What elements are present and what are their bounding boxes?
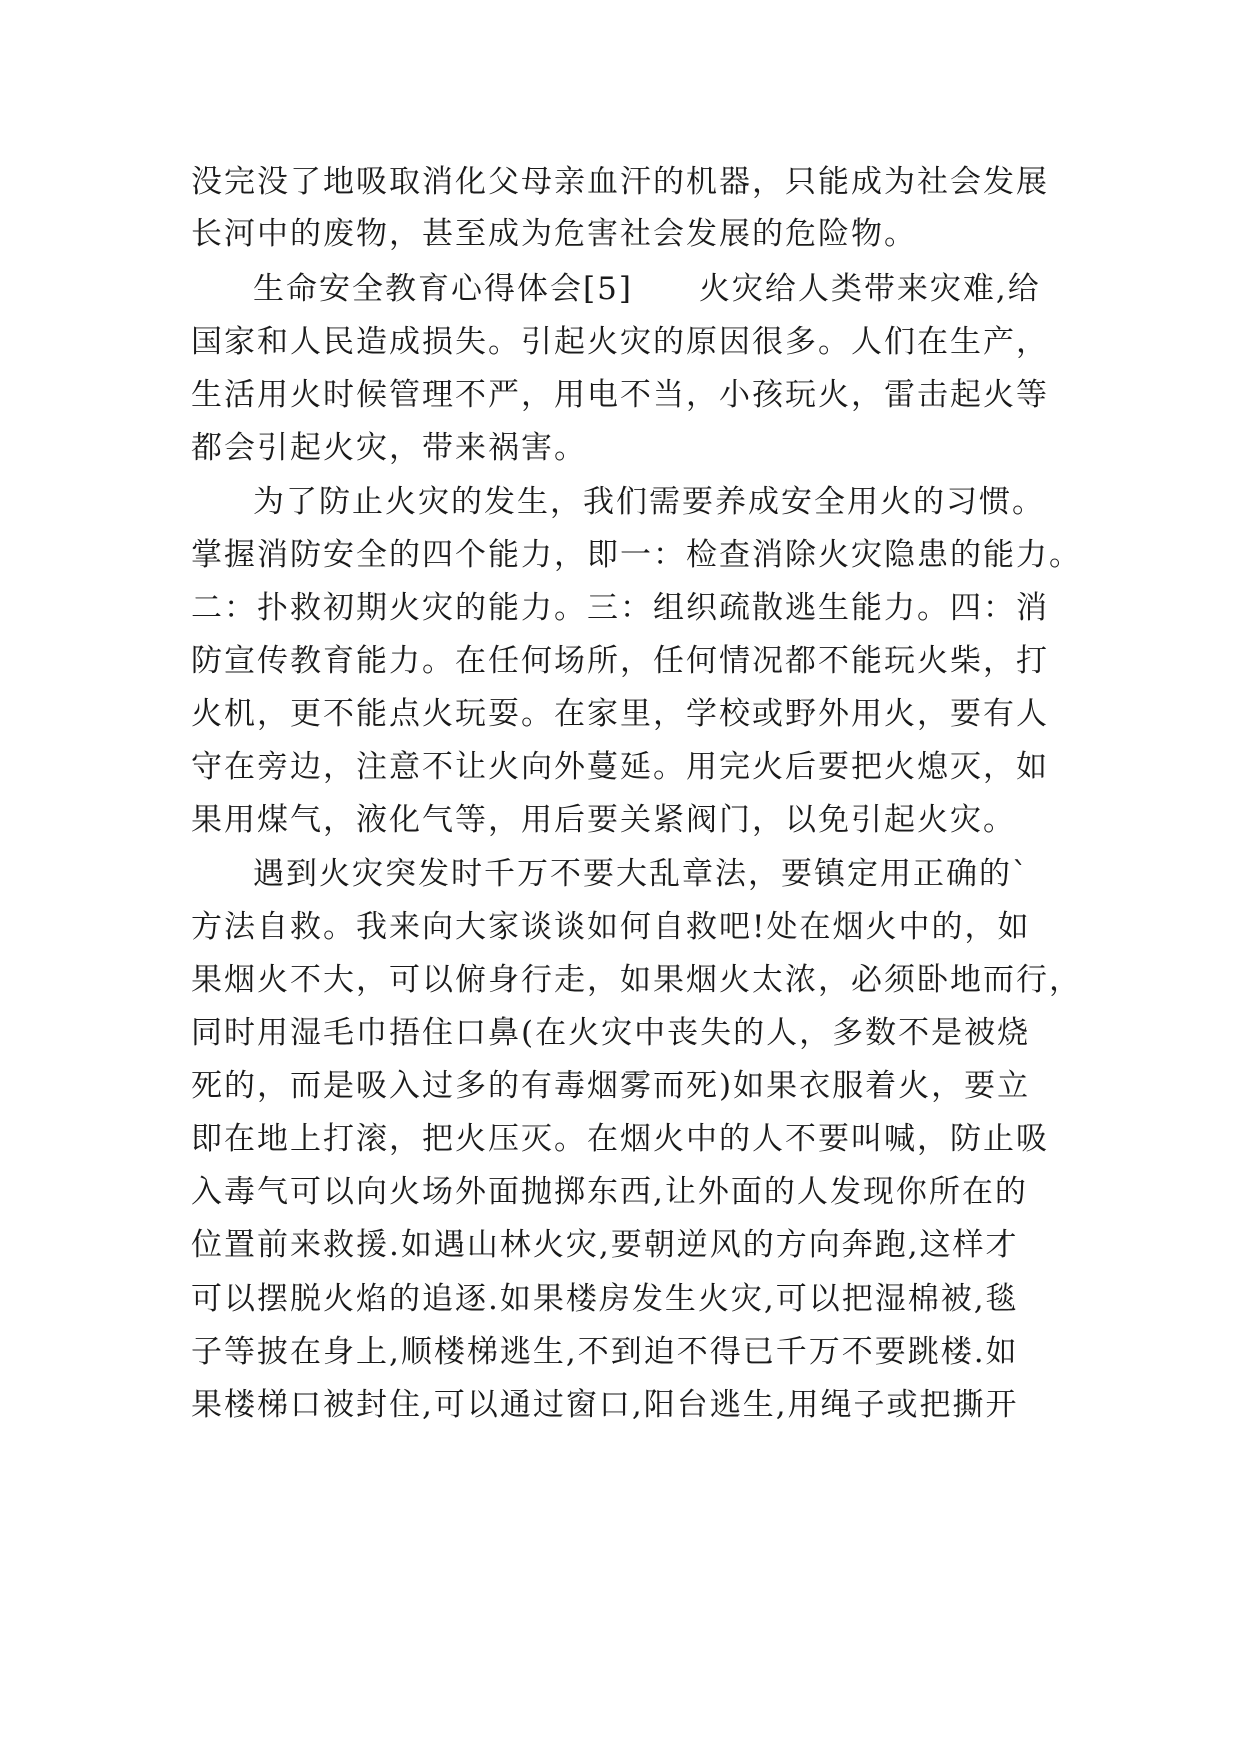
text-line: 同时用湿毛巾捂住口鼻(在火灾中丧失的人，多数不是被烧 (191, 1015, 1031, 1051)
text-line: 死的，而是吸入过多的有毒烟雾而死)如果衣服着火，要立 (191, 1068, 1031, 1104)
text-line: 守在旁边，注意不让火向外蔓延。用完火后要把火熄灭，如 (191, 749, 1049, 785)
text-line: 生活用火时候管理不严，用电不当，小孩玩火，雷击起火等 (191, 377, 1049, 413)
text-line: 子等披在身上,顺楼梯逃生,不到迫不得已千万不要跳楼.如 (191, 1334, 1019, 1370)
paragraph-start-line: 遇到火灾突发时千万不要大乱章法，要镇定用正确的` (253, 856, 1030, 892)
text-line: 果用煤气，液化气等，用后要关紧阀门，以免引起火灾。 (191, 802, 1016, 838)
text-line: 位置前来救援.如遇山林火灾,要朝逆风的方向奔跑,这样才 (191, 1227, 1019, 1263)
text-line: 二：扑救初期火灾的能力。三：组织疏散逃生能力。四：消 (191, 590, 1049, 626)
text-line: 可以摆脱火焰的追逐.如果楼房发生火灾,可以把湿棉被,毯 (191, 1281, 1019, 1317)
section-heading-line: 生命安全教育心得体会[5] 火灾给人类带来灾难,给 (253, 271, 1041, 307)
text-line: 火机，更不能点火玩耍。在家里，学校或野外用火，要有人 (191, 696, 1049, 732)
text-line: 国家和人民造成损失。引起火灾的原因很多。人们在生产， (191, 324, 1049, 360)
paragraph-start-line: 为了防止火灾的发生，我们需要养成安全用火的习惯。 (253, 484, 1045, 520)
text-line: 防宣传教育能力。在任何场所，任何情况都不能玩火柴，打 (191, 643, 1049, 679)
text-line: 没完没了地吸取消化父母亲血汗的机器，只能成为社会发展 (191, 164, 1049, 200)
text-line: 果烟火不大，可以俯身行走，如果烟火太浓，必须卧地而行， (191, 962, 1082, 998)
text-line: 果楼梯口被封住,可以通过窗口,阳台逃生,用绳子或把撕开 (191, 1387, 1019, 1423)
text-line: 长河中的废物，甚至成为危害社会发展的危险物。 (191, 216, 917, 252)
text-line: 都会引起火灾，带来祸害。 (191, 430, 587, 466)
text-line: 入毒气可以向火场外面抛掷东西,让外面的人发现你所在的 (191, 1174, 1028, 1210)
text-line: 即在地上打滚，把火压灭。在烟火中的人不要叫喊，防止吸 (191, 1121, 1049, 1157)
text-line: 方法自救。我来向大家谈谈如何自救吧!处在烟火中的，如 (191, 909, 1031, 945)
text-line: 掌握消防安全的四个能力，即一：检查消除火灾隐患的能力。 (191, 537, 1082, 573)
